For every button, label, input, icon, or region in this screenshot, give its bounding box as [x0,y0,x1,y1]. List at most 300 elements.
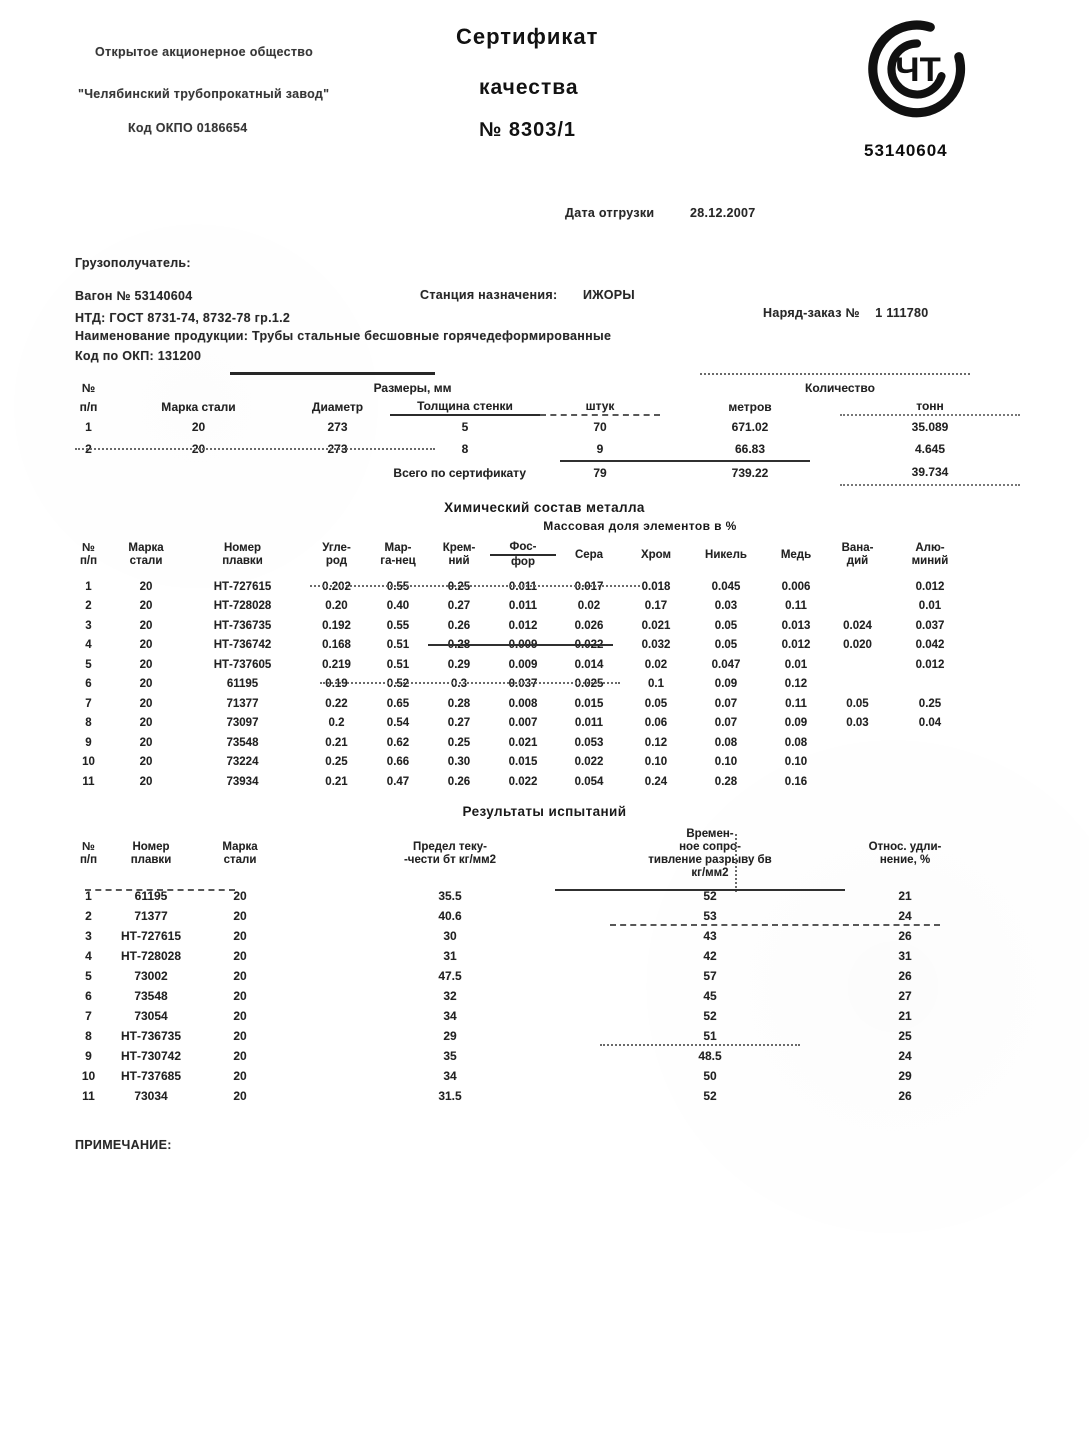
table-cell: 20 [139,619,153,632]
table-cell: 29 [443,1029,457,1043]
table-cell: 0.51 [386,639,410,652]
table-cell: 45 [703,989,717,1003]
table-cell: 0.219 [322,658,351,671]
table-cell: 50 [703,1069,717,1083]
table-cell: 2 [85,909,92,923]
table-cell: 0.022 [574,756,604,769]
table-cell: 29 [898,1069,912,1083]
product-name: Наименование продукции: Трубы стальные бесшовные горячедеформированные [75,329,612,343]
table-cell: 0.01 [784,658,808,671]
table-cell: 0.011 [574,717,604,730]
table-cell: 20 [139,658,153,671]
table-cell: 20 [139,736,153,749]
destination-station-label: Станция назначения: [420,288,558,302]
table-cell: 0.024 [843,619,872,632]
table-cell: 0.037 [915,619,945,632]
table-cell: 20 [139,775,153,788]
table-row [65,1026,1000,1046]
test-col-num: № п/п [79,841,98,866]
table-cell: НТ-728028 [213,600,272,613]
chtpz-logo-mark [866,18,968,120]
scan-artifact-line [428,644,613,646]
table-cell: 0.021 [641,619,671,632]
scan-artifact-line [320,682,620,684]
table-cell: 0.47 [386,775,410,788]
col-sizes-group-header: Размеры, мм [373,381,452,395]
chem-col-grade: Марка стали [128,542,164,567]
table-cell: 0.012 [915,658,945,671]
table-cell: 0.21 [325,736,348,749]
table-cell: 40.6 [438,909,462,923]
table-cell [830,655,885,675]
table-cell [830,577,885,597]
total-tons: 39.734 [840,460,1020,485]
table-cell: 0.62 [386,736,410,749]
table-cell: 24 [898,909,912,923]
chem-col-chromium: Хром [640,549,672,561]
test-col-elongation: Относ. удли- нение, % [868,841,942,866]
table-cell: 0.09 [784,717,808,730]
table-cell: 34 [443,1069,457,1083]
table-cell: 0.026 [574,619,604,632]
table-cell: 0.25 [918,697,942,710]
test-col-yield-strength: Предел теку- -чести бт кг/мм2 [403,841,497,866]
table-cell [830,772,885,792]
destination-station-line [420,288,635,302]
table-cell: 0.05 [846,697,869,710]
table-cell: 53 [703,909,717,923]
table-cell: 1 [85,580,92,593]
table-cell: 31 [898,949,912,963]
table-cell: 6 [85,678,92,691]
table-cell: 0.66 [386,756,410,769]
scan-artifact-line [85,889,235,891]
table-cell: 0.05 [644,697,668,710]
table-cell: 8 [85,717,92,730]
table-cell: 7 [85,697,92,710]
table-cell: 0.20 [325,600,348,613]
table-cell: 0.021 [508,736,538,749]
table-cell: 0.28 [447,697,471,710]
table-cell: 4.645 [915,442,946,456]
table-cell [830,733,885,753]
table-cell: 0.018 [641,580,671,593]
table-row [65,1006,1000,1026]
table-cell: 0.011 [508,600,538,613]
table-cell: 47.5 [438,969,462,983]
col-meters-header: метров [728,400,772,414]
table-cell: 0.17 [644,600,668,613]
table-cell: 0.2 [328,717,345,730]
table-cell: 0.07 [714,697,738,710]
table-cell: 26 [898,929,912,943]
table-cell: 0.007 [508,717,538,730]
table-cell: 26 [898,969,912,983]
col-wall-header: Толщина стенки [390,396,540,415]
table-cell: 0.009 [508,639,538,652]
chem-col-carbon: Угле- род [322,542,351,567]
table-cell: 0.053 [574,736,604,749]
table-row [65,1066,1000,1086]
table-cell: 0.08 [784,736,808,749]
col-diameter-header: Диаметр [311,400,364,414]
table-cell: 0.012 [508,619,538,632]
work-order-label: Наряд-заказ № [763,306,860,320]
table-cell: 20 [233,929,247,943]
table-cell: 0.25 [447,580,471,593]
table-cell: 0.047 [711,658,741,671]
table-cell: 31 [443,949,457,963]
table-cell: 0.27 [447,717,471,730]
table-cell: 20 [233,1029,247,1043]
table-cell: 30 [443,929,457,943]
chem-col-vanadium: Вана- дий [841,542,874,567]
work-order-value: 1 111780 [875,306,929,320]
scan-artifact-line [555,889,845,891]
table-cell: 1 [85,889,92,903]
certificate-title-line1: Сертификат [456,24,599,49]
table-cell: 0.022 [574,639,604,652]
sizes-total-row [65,460,1020,485]
table-cell: 31.5 [438,1089,462,1103]
table-cell: 20 [139,756,153,769]
table-cell: 3 [85,619,92,632]
logo-letters: ЧТ [895,51,941,90]
table-cell: 20 [233,1069,247,1083]
chem-col-aluminium: Алю- миний [911,542,949,567]
total-pieces: 79 [593,465,607,480]
chem-col-num: № п/п [79,542,98,567]
table-cell: 20 [139,580,153,593]
table-cell: 0.29 [447,658,471,671]
table-row [65,1046,1000,1066]
table-cell: 20 [139,717,153,730]
table-cell: 273 [327,442,348,456]
table-cell: 0.40 [386,600,410,613]
table-row [65,966,1000,986]
scan-artifact-line [560,460,810,462]
certificate-number: № 8303/1 [479,119,577,141]
table-cell: 66.83 [735,442,766,456]
table-cell: 73224 [226,756,259,769]
table-cell: 0.054 [574,775,604,788]
table-cell: 27 [898,989,912,1003]
table-cell: 73097 [226,717,259,730]
table-cell: 0.01 [918,600,942,613]
chtpz-logo [866,18,968,120]
table-cell: 32 [443,989,457,1003]
table-cell: 0.10 [644,756,668,769]
table-cell: НТ-736742 [213,639,272,652]
table-cell: 10 [81,1069,96,1083]
table-cell: 1 [85,419,92,434]
table-cell: 61195 [134,889,168,903]
table-cell: 8 [85,1029,92,1043]
table-row [65,926,1000,946]
table-cell: 20 [233,949,247,963]
table-cell: 73054 [134,1009,168,1023]
table-cell: 42 [703,949,717,963]
ntd-standards: НТД: ГОСТ 8731-74, 8732-78 гр.1.2 [75,311,291,325]
scan-artifact-line [230,372,435,375]
table-row [65,986,1000,1006]
table-cell [885,753,975,773]
table-cell: 0.12 [644,736,668,749]
scan-artifact-line [600,1044,800,1046]
table-cell: НТ-727615 [120,929,182,943]
table-cell: 5 [85,969,92,983]
table-cell: 0.21 [325,775,348,788]
company-okpo-code: Код ОКПО 0186654 [128,121,248,135]
table-cell: 0.27 [447,600,471,613]
table-cell: 25 [898,1029,912,1043]
table-cell: 0.011 [508,580,538,593]
table-cell: 0.25 [447,736,471,749]
table-cell: 0.11 [785,600,807,613]
table-cell: 0.02 [644,658,668,671]
table-cell: 21 [898,889,912,903]
table-cell: 21 [898,1009,912,1023]
table-cell: 0.51 [386,658,410,671]
chem-table-subtitle: Массовая доля элементов в % [543,519,737,533]
table-cell: 20 [139,697,153,710]
table-cell: 0.54 [386,717,410,730]
table-cell: 0.24 [644,775,668,788]
table-cell [885,772,975,792]
table-cell: 11 [82,1089,95,1103]
table-cell: 671.02 [731,419,769,434]
scan-artifact-line [310,585,640,587]
table-cell: 0.017 [574,580,604,593]
table-cell: 0.02 [577,600,601,613]
table-cell: 0.008 [508,697,538,710]
table-cell: 52 [703,1089,717,1103]
table-row [65,415,1020,438]
table-cell [885,733,975,753]
col-num-header-top: № [81,381,96,395]
work-order-line [763,306,928,320]
table-cell: НТ-728028 [120,949,182,963]
total-meters: 739.22 [731,465,769,480]
test-col-heat: Номер плавки [130,841,172,866]
table-cell: 2 [85,442,92,456]
sizes-table-footer [65,460,1020,485]
chem-col-silicon: Крем- ний [442,542,476,567]
table-cell: НТ-737605 [213,658,272,671]
table-cell: 0.26 [447,775,471,788]
table-cell: 52 [703,889,717,903]
table-cell: 5 [85,658,92,671]
table-cell: 0.04 [918,717,942,730]
table-cell: 20 [233,1009,247,1023]
table-cell: 73002 [134,969,168,983]
table-cell: 0.26 [447,619,471,632]
table-cell: 0.55 [386,580,410,593]
table-cell: 0.020 [843,639,872,652]
table-row [65,1086,1000,1106]
test-results-table [65,822,1000,1106]
chemical-composition-table [65,533,975,792]
table-row [65,714,975,734]
okp-code: Код по ОКП: 131200 [75,349,202,363]
table-row [65,772,975,792]
table-cell: 0.19 [325,678,348,691]
chem-col-copper: Медь [780,549,812,561]
table-cell: 0.28 [714,775,738,788]
table-cell: 0.013 [781,619,811,632]
table-cell: 10 [82,756,95,769]
certificate-title-line2: качества [479,76,579,99]
table-cell: 73548 [134,989,168,1003]
chem-col-phosphorus: Фос- фор [490,533,556,577]
table-cell: 9 [85,1049,92,1063]
table-cell: 0.03 [846,717,869,730]
table-cell: НТ-730742 [120,1049,182,1063]
table-cell: 273 [327,419,348,434]
table-cell: 20 [191,442,206,456]
scan-artifact-line [610,924,940,926]
table-cell: 0.28 [447,639,471,652]
total-label: Всего по сертификату [393,465,527,480]
table-cell [830,753,885,773]
table-cell: 0.06 [644,717,668,730]
table-cell: 0.12 [784,678,808,691]
table-cell: 2 [85,600,92,613]
col-qty-spacer [540,376,660,396]
table-cell: 52 [703,1009,717,1023]
test-table-title: Результаты испытаний [462,804,627,819]
table-cell: 0.25 [325,756,348,769]
table-cell: 0.025 [574,678,604,691]
table-cell: 0.3 [451,678,467,691]
table-cell: 48.5 [698,1049,722,1063]
table-cell: 0.22 [325,697,348,710]
table-cell: 8 [461,442,469,456]
company-name-line1: Открытое акционерное общество [95,45,314,59]
table-cell: 20 [233,1089,247,1103]
table-cell: 20 [233,889,247,903]
shipping-date-value: 28.12.2007 [689,206,756,220]
col-pieces-header: штук [540,396,660,415]
chem-col-manganese: Мар- га-нец [380,542,416,567]
table-cell: 0.012 [915,580,945,593]
table-cell: 35 [443,1049,457,1063]
table-cell: 6 [85,989,92,1003]
destination-station-value: ИЖОРЫ [583,288,635,302]
table-cell: 0.10 [714,756,738,769]
table-cell [830,597,885,617]
scan-artifact-line [75,448,435,450]
table-cell: 0.1 [648,678,664,691]
table-cell: 0.55 [386,619,410,632]
table-cell: 4 [85,949,92,963]
test-table-header [65,822,1000,886]
table-cell: 0.202 [322,580,351,593]
test-col-grade: Марка стали [222,841,258,866]
table-cell: 57 [703,969,717,983]
table-cell: 0.022 [508,775,538,788]
consignee-label: Грузополучатель: [75,256,191,270]
col-tons-header: тонн [840,396,1020,415]
table-cell: 35.5 [438,889,462,903]
table-cell: 3 [85,929,92,943]
table-row [65,906,1000,926]
table-cell: 73034 [134,1089,168,1103]
table-cell: 7 [85,1009,92,1023]
table-cell: НТ-736735 [120,1029,182,1043]
table-cell: 0.015 [574,697,604,710]
table-cell: 0.032 [641,639,671,652]
test-table-body [65,886,1000,1106]
chem-col-nickel: Никель [705,549,747,561]
table-cell: 34 [443,1009,457,1023]
table-cell: 9 [85,736,92,749]
table-cell: 0.006 [781,580,811,593]
table-row [65,753,975,773]
table-cell: 20 [139,639,153,652]
table-cell: 0.168 [322,639,351,652]
chem-table-header [65,533,975,577]
table-cell: 24 [898,1049,912,1063]
table-cell: 0.05 [714,639,738,652]
col-num-header-bottom: п/п [79,400,98,414]
table-cell: НТ-737685 [120,1069,182,1083]
table-cell: 20 [233,969,247,983]
table-cell: 71377 [134,909,168,923]
table-cell: 20 [233,989,247,1003]
table-cell: 20 [191,419,206,434]
shipping-date-label: Дата отгрузки [565,206,655,220]
table-cell: 0.015 [508,756,538,769]
table-cell: 0.03 [714,600,738,613]
table-cell: 71377 [226,697,259,710]
table-row [65,597,975,617]
col-amount-group-header: Количество [805,381,875,395]
table-cell: 0.16 [784,775,808,788]
table-row [65,946,1000,966]
table-cell: 0.65 [386,697,410,710]
test-col-tensile-strength: Времен- ное сопро- тивление разрыву бв кг/мм2 [648,828,772,879]
table-cell: 73934 [226,775,259,788]
table-cell: 0.52 [386,678,410,691]
col-steel-grade-header: Марка стали [161,400,236,414]
table-cell: 20 [233,1049,247,1063]
chem-table-title: Химический состав металла [444,500,645,515]
table-cell: 0.037 [508,678,538,691]
table-cell: 43 [703,929,717,943]
table-cell: 20 [139,600,153,613]
sizes-quantities-table [65,376,1020,486]
table-cell: 0.11 [785,697,807,710]
table-cell: 0.05 [714,619,738,632]
shipping-date-line [565,206,756,220]
table-cell: 26 [898,1089,912,1103]
table-cell: 20 [233,909,247,923]
table-cell: 0.08 [714,736,738,749]
table-cell: 9 [596,442,604,456]
table-cell: 0.012 [781,639,811,652]
table-cell: 0.10 [784,756,808,769]
chem-col-heat: Номер плавки [222,542,263,567]
table-cell: 20 [139,678,153,691]
table-cell: 5 [461,420,469,434]
chem-col-sulfur: Сера [574,549,604,561]
table-row [65,675,975,695]
table-cell: 4 [85,639,92,652]
table-cell: 0.009 [508,658,538,671]
note-label: ПРИМЕЧАНИЕ: [75,1138,172,1152]
table-cell: 0.09 [714,678,738,691]
